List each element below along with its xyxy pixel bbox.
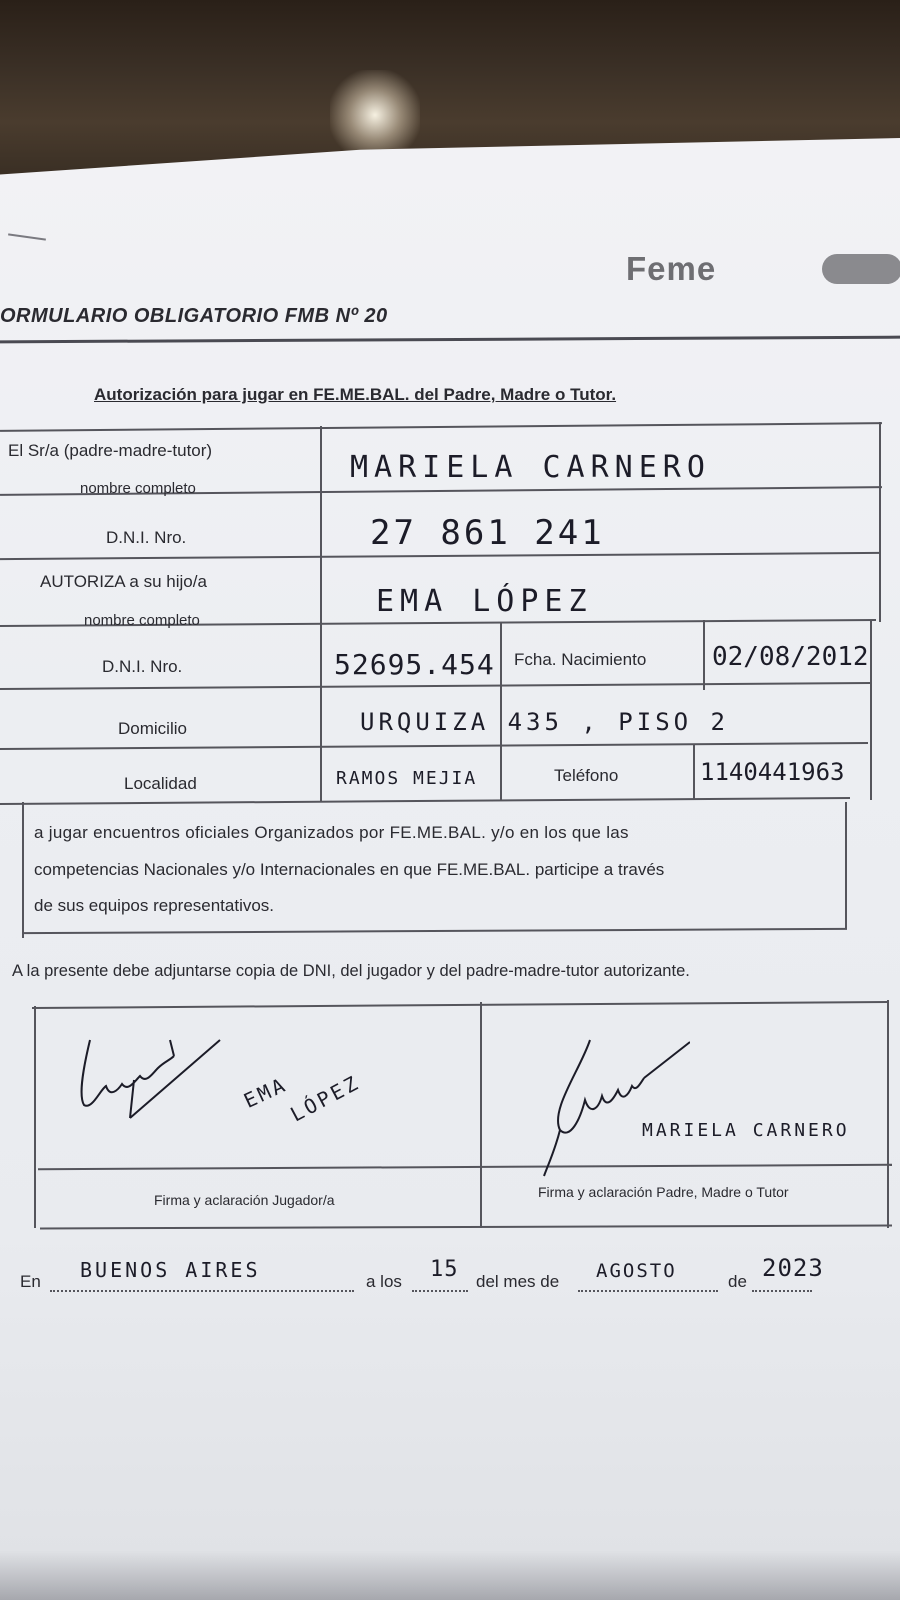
child-dni-value: 52695.454: [334, 648, 495, 681]
parent-dni-value: 27 861 241: [370, 513, 605, 553]
table-column-divider: [703, 620, 705, 690]
address-value: URQUIZA 435 , PISO 2: [360, 708, 729, 736]
month-dotted-line: [578, 1290, 718, 1292]
player-name-line-1: EMA: [239, 1072, 291, 1113]
parent-label: El Sr/a (padre-madre-tutor): [8, 441, 213, 460]
bottom-shadow: [0, 1550, 900, 1600]
child-name-value: EMA LÓPEZ: [376, 584, 593, 619]
statement-line-2: competencias Nacionales y/o Internacionales en que FE.ME.BAL. participe a través: [34, 860, 665, 879]
femebal-logo: [626, 250, 716, 290]
city-value: RAMOS MEJIA: [336, 768, 478, 789]
parent-signature-label: Firma y aclaración Padre, Madre o Tutor: [538, 1184, 789, 1200]
place-dotted-line: [50, 1290, 354, 1292]
light-glare: [330, 70, 420, 160]
child-label: AUTORIZA a su hijo/a: [40, 572, 207, 591]
birth-date-value: 02/08/2012: [712, 642, 869, 672]
form-title: ORMULARIO OBLIGATORIO FMB Nº 20: [0, 305, 388, 327]
parent-dni-label: D.N.I. Nro.: [106, 528, 187, 547]
table-column-divider: [320, 426, 322, 802]
parent-name-signature: MARIELA CARNERO: [642, 1120, 850, 1141]
signature-box-middle: [480, 1002, 482, 1228]
statement-line-3: de sus equipos representativos.: [34, 896, 275, 915]
city-label: Localidad: [124, 774, 197, 793]
parent-name-value: MARIELA CARNERO: [350, 450, 711, 485]
year-value: 2023: [762, 1254, 824, 1282]
address-label: Domicilio: [118, 719, 187, 738]
child-dni-label: D.N.I. Nro.: [102, 657, 183, 676]
parent-signature: [540, 1030, 690, 1180]
signature-box-right: [887, 1000, 889, 1228]
authorization-heading: Autorización para jugar en FE.ME.BAL. del Padre, Madre o Tutor.: [94, 385, 617, 404]
child-sublabel: nombre completo: [84, 612, 200, 629]
player-name-line-2: LÓPEZ: [286, 1070, 365, 1127]
phone-value: 1140441963: [700, 758, 845, 786]
footer-de-label: de: [728, 1272, 747, 1291]
parent-sublabel: nombre completo: [80, 480, 196, 497]
table-right-border: [870, 620, 872, 800]
phone-label: Teléfono: [554, 766, 619, 785]
statement-line-1: a jugar encuentros oficiales Organizados por FE.ME.BAL. y/o en los que las: [34, 823, 629, 842]
signature-box-left: [34, 1006, 36, 1228]
footer-en-label: En: [20, 1272, 41, 1291]
logo-pill-shape: [822, 254, 900, 284]
footer-del-mes-label: del mes de: [476, 1272, 560, 1291]
year-dotted-line: [752, 1290, 812, 1292]
footer-a-los-label: a los: [366, 1272, 402, 1291]
statement-box-right: [845, 802, 847, 928]
day-dotted-line: [412, 1290, 468, 1292]
logo-text: Feme: [626, 250, 717, 287]
table-column-divider: [693, 745, 695, 800]
day-value: 15: [430, 1257, 459, 1282]
place-value: BUENOS AIRES: [80, 1258, 261, 1282]
dni-copy-notice: A la presente debe adjuntarse copia de DNI, del jugador y del padre-madre-tutor autorizante.: [12, 962, 690, 980]
birth-date-label: Fcha. Nacimiento: [514, 650, 647, 669]
statement-box-left: [22, 802, 24, 938]
player-signature: [70, 1010, 230, 1120]
player-signature-label: Firma y aclaración Jugador/a: [154, 1192, 335, 1208]
table-right-border: [879, 422, 881, 622]
month-value: AGOSTO: [596, 1260, 677, 1282]
